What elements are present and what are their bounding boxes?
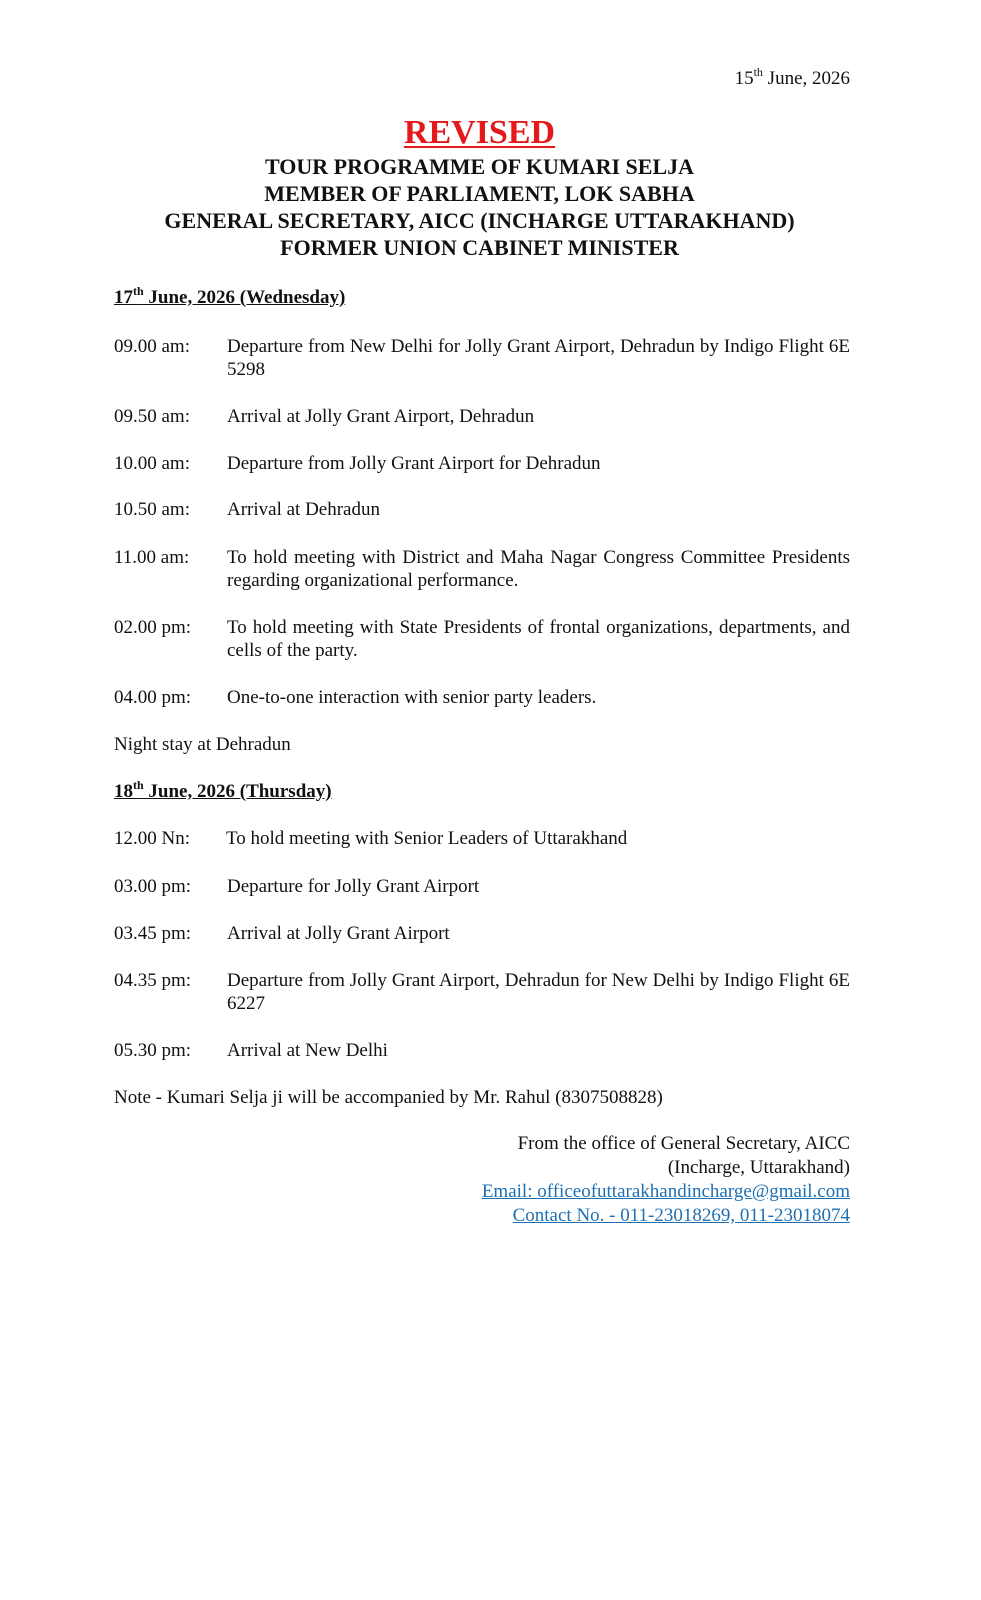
schedule-time: 04.35 pm:: [114, 970, 192, 991]
schedule-item: [114, 875, 850, 898]
note-text: Note - Kumari Selja ji will be accompanied by Mr. Rahul (8307508828): [114, 1087, 663, 1108]
document-header: [0, 113, 981, 261]
schedule-description: Arrival at New Delhi: [227, 1040, 388, 1061]
schedule-time: 04.00 pm:: [114, 687, 192, 708]
email-link[interactable]: Email: officeofuttarakhandincharge@gmail.com: [481, 1181, 850, 1202]
signature-block: [482, 1132, 850, 1228]
schedule-item: [114, 616, 850, 662]
schedule-item: [114, 335, 850, 381]
signature-incharge: (Incharge, Uttarakhand): [667, 1157, 850, 1178]
schedule-item: [114, 969, 850, 1015]
title-line-4: FORMER UNION CABINET MINISTER: [280, 235, 679, 260]
schedule-item: [114, 452, 850, 475]
day2-heading: 18th June, 2026 (Thursday): [114, 777, 332, 802]
schedule-description: To hold meeting with Senior Leaders of Uttarakhand: [226, 828, 628, 849]
schedule-time: 03.00 pm:: [114, 876, 192, 897]
schedule-item: [114, 827, 850, 850]
signature-office: From the office of General Secretary, AICC: [517, 1133, 850, 1154]
contact-link[interactable]: Contact No. - 011-23018269, 011-23018074: [512, 1205, 850, 1226]
title-line-3: GENERAL SECRETARY, AICC (INCHARGE UTTARAKHAND): [164, 208, 795, 233]
schedule-item: [114, 546, 850, 592]
letter-date: 15th June, 2026: [734, 64, 850, 89]
schedule-time: 10.00 am:: [114, 453, 190, 474]
schedule-description: Arrival at Dehradun: [227, 499, 380, 520]
schedule-time: 11.00 am:: [114, 547, 190, 568]
schedule-time: 12.00 Nn:: [114, 828, 190, 849]
schedule-description: Departure for Jolly Grant Airport: [227, 876, 480, 897]
schedule-description: One-to-one interaction with senior party leaders.: [227, 687, 597, 708]
schedule-item: [114, 405, 850, 428]
schedule-description: Departure from New Delhi for Jolly Grant Airport, Dehradun by Indigo Flight 6E 5298: [227, 336, 850, 380]
day1-heading: 17th June, 2026 (Wednesday): [114, 283, 346, 308]
schedule-time: 05.30 pm:: [114, 1040, 192, 1061]
schedule-time: 03.45 pm:: [114, 923, 192, 944]
night-stay: Night stay at Dehradun: [114, 734, 291, 755]
schedule-description: Arrival at Jolly Grant Airport, Dehradun: [227, 406, 535, 427]
schedule-description: Arrival at Jolly Grant Airport: [227, 923, 450, 944]
schedule-time: 10.50 am:: [114, 499, 190, 520]
schedule-item: [114, 922, 850, 945]
schedule-item: [114, 1039, 850, 1062]
schedule-description: Departure from Jolly Grant Airport, Dehradun for New Delhi by Indigo Flight 6E 6227: [227, 970, 850, 1014]
schedule-time: 02.00 pm:: [114, 617, 192, 638]
schedule-time: 09.50 am:: [114, 406, 190, 427]
schedule-description: Departure from Jolly Grant Airport for Dehradun: [227, 453, 601, 474]
schedule-item: [114, 498, 850, 521]
schedule-time: 09.00 am:: [114, 336, 190, 357]
schedule-item: [114, 686, 850, 709]
schedule-description: To hold meeting with District and Maha Nagar Congress Committee Presidents regarding organizational performance.: [227, 547, 850, 591]
revised-label: REVISED: [403, 114, 556, 151]
title-line-2: MEMBER OF PARLIAMENT, LOK SABHA: [264, 181, 695, 206]
title-line-1: TOUR PROGRAMME OF KUMARI SELJA: [265, 154, 694, 179]
schedule-description: To hold meeting with State Presidents of frontal organizations, departments, and cells of the party.: [227, 617, 850, 661]
